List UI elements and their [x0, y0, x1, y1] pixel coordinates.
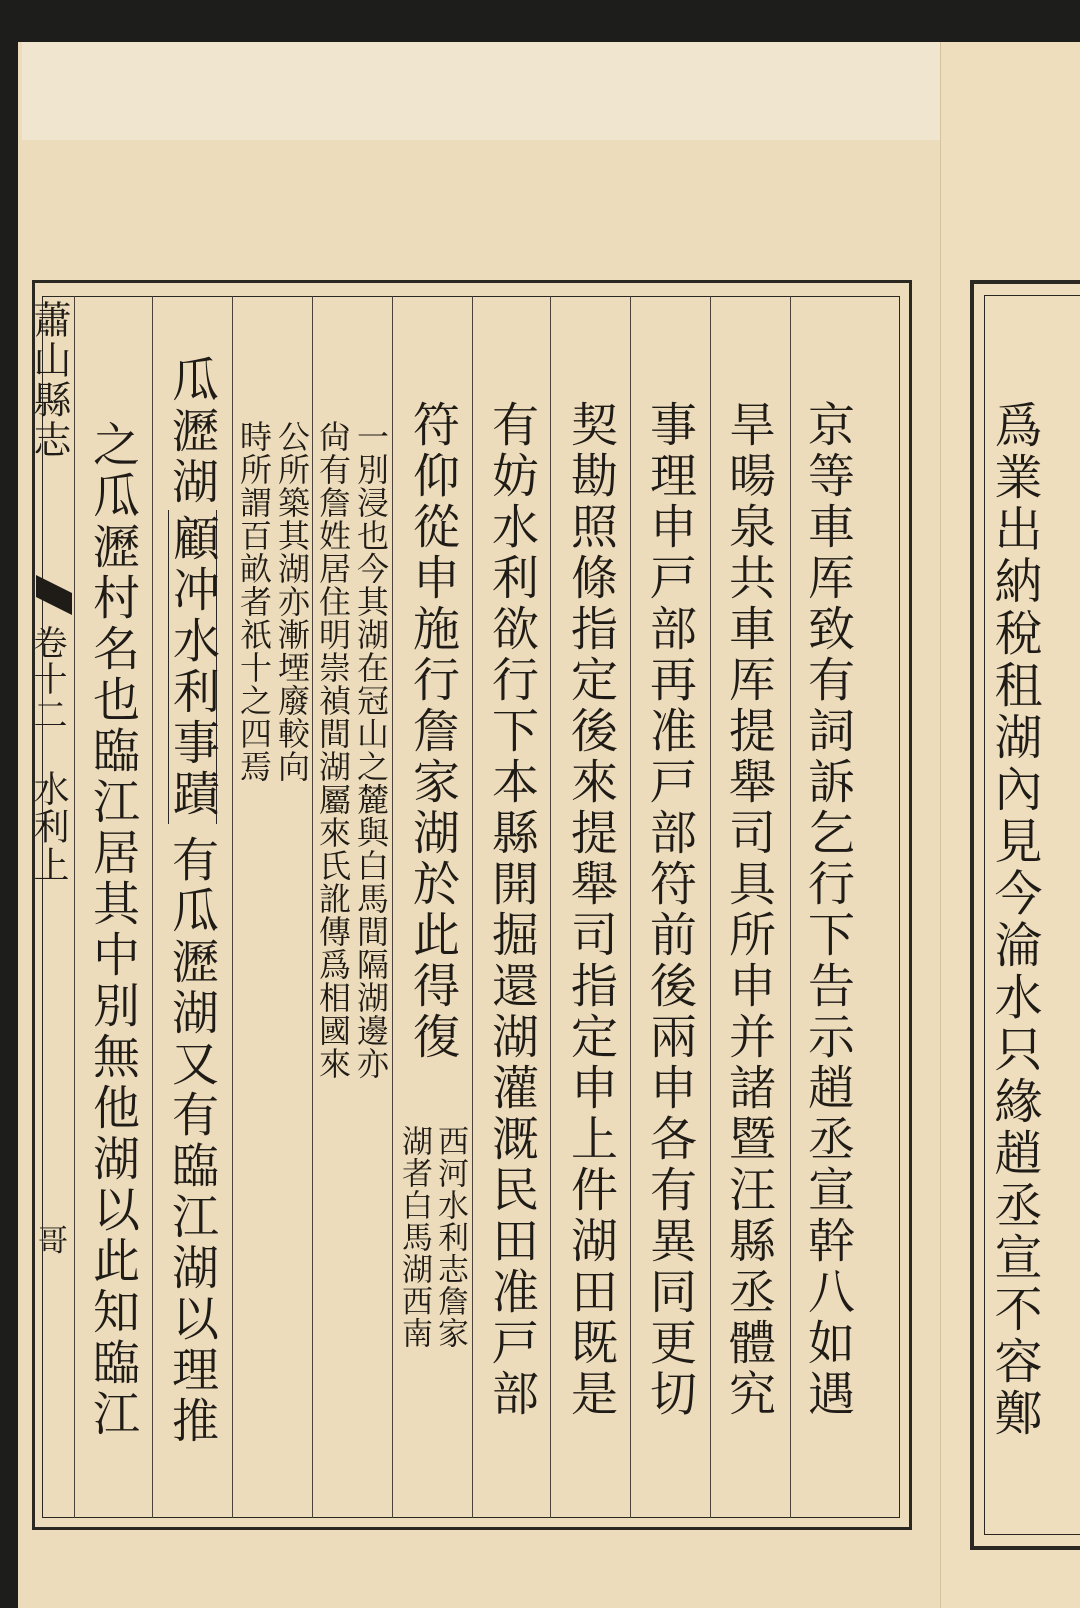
text-column-4: 契勘照條指定後來提舉司指定申上件湖田既是 [563, 400, 618, 1420]
text-column-1: 京等車厍致有詞訴乞行下告示趙丞宣幹八如遇 [800, 400, 855, 1420]
column-rule [392, 296, 393, 1518]
note-right-line: 西河水利志詹家 [432, 1125, 468, 1349]
paper-top-margin [22, 42, 1080, 140]
column-rule [312, 296, 313, 1518]
book-title: 蕭山縣志 [27, 300, 71, 460]
column-rule [74, 296, 75, 1518]
column-rule [550, 296, 551, 1518]
column-rule [232, 296, 233, 1518]
text-column-3: 事理申戸部再准戸部符前後兩申各有異同更切 [642, 400, 697, 1420]
note-left-line: 湖者白馬湖西南 [396, 1125, 432, 1349]
text-column-6: 符仰從申施行詹家湖於此得復 [405, 400, 460, 1063]
text-column-2: 旱暘泉共車厍提舉司具所申并諸暨汪縣丞體究 [721, 400, 776, 1420]
small-text-line-2: 尙有詹姓居住明崇禎間湖屬來氏訛傳爲相國來 [314, 420, 352, 1080]
cited-source: 顧冲水利事蹟 [168, 510, 217, 824]
small-text-line-4: 時所謂百畝者祇十之四焉 [235, 420, 273, 783]
volume-label: 卷十二 [27, 625, 67, 733]
column-rule [472, 296, 473, 1518]
page-number-glyph: 哥 [38, 1224, 68, 1259]
column-rule [630, 296, 631, 1518]
heading-gualihu: 瓜瀝湖 [164, 355, 219, 508]
column-rule [790, 296, 791, 1518]
text-column-gualihu: 有瓜瀝湖又有臨江湖以理推 [164, 835, 219, 1447]
column-rule [152, 296, 153, 1518]
text-column-last: 之瓜瀝村名也臨江居其中別無他湖以此知臨江 [85, 420, 140, 1440]
text-column-5: 有妨水利欲行下本縣開掘還湖灌溉民田准戸部 [484, 400, 539, 1420]
small-text-line-1: 一別浸也今其湖在冠山之麓與白馬間隔湖邊亦 [352, 420, 390, 1080]
small-text-line-3: 公所築其湖亦漸堙廢較向 [273, 420, 311, 783]
next-page-text: 爲業出納稅租湖內見今淪水只緣趙丞宣不容鄭 [986, 400, 1042, 1440]
section-label: 水利上 [28, 770, 69, 884]
column-rule [710, 296, 711, 1518]
